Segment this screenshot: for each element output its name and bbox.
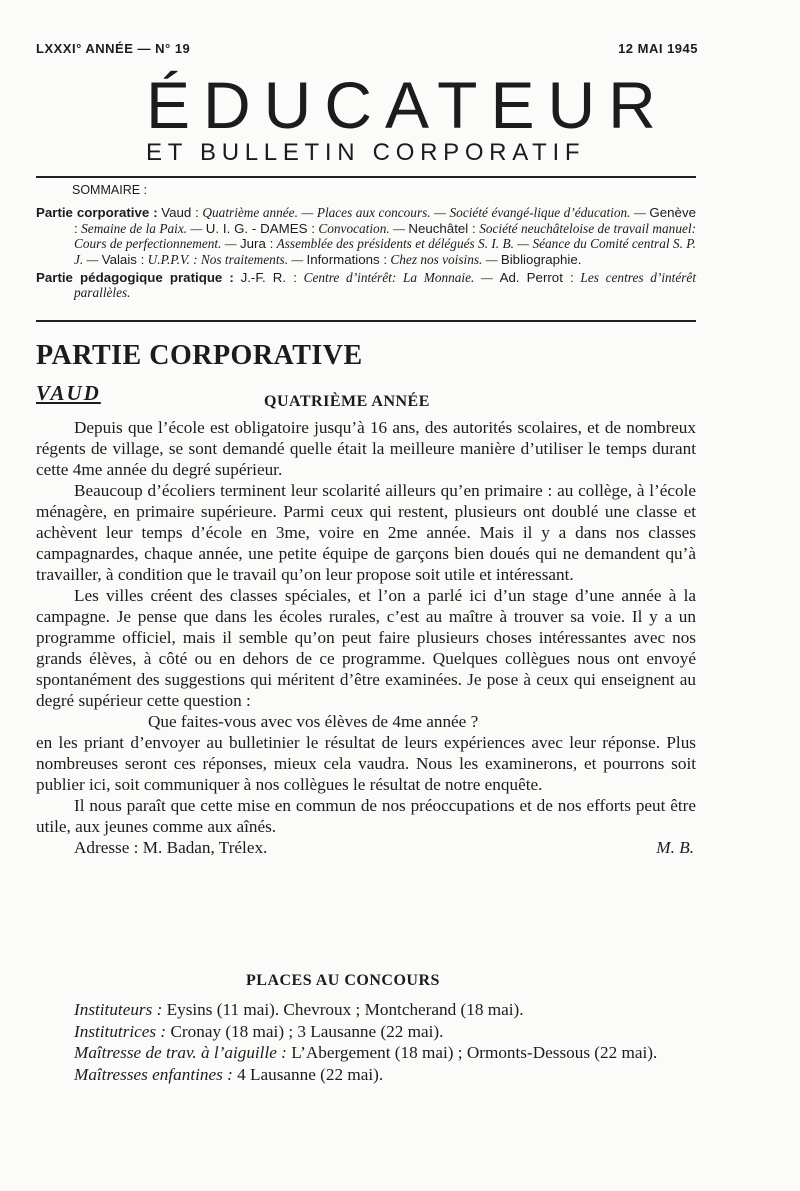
sommaire-corporative [36, 205, 696, 267]
signature: M. B. [656, 838, 694, 857]
pc-label: Partie corporative : [36, 205, 158, 221]
item-label: Instituteurs : [74, 1000, 163, 1019]
valais-label: Valais : [101, 251, 145, 267]
item-text: 4 Lausanne (22 mai). [237, 1064, 384, 1084]
article-paragraph: Les villes créent des classes spéciales, et l’on a parlé ici d’un stage d’une année à la campagne. Je pense que dans les écoles rurales, c’est au maître à trouver sa voie. Il y a un programme officiel, mais il semble qu’on peut faire plusieurs choses intéressantes avec nos grands élèves, à côté ou en dehors de ce programme. Quelques collègues nous ont envoyé spontanément des suggestions qui méritent d’être examinées. Je pose à ceux qui enseignent au degré supérieur cette question : [36, 586, 696, 710]
bibliographie-label: Bibliographie. [500, 251, 582, 267]
perrot-label: Ad. Perrot : [499, 270, 574, 286]
uig-text: Convocation. — [318, 220, 405, 236]
concours-list [36, 999, 696, 1085]
article-paragraph: en les priant d’envoyer au bulletinier le résultat de leurs expériences avec leur réponse. Plus nombreuses seront ces réponses, mieux cela vaudra. Nous les examinerons, et pourrons soit publier ici, soit communiquer à nos collègues le résultat de notre enquête. [36, 733, 696, 794]
table-of-contents [36, 183, 696, 301]
informations-text: Chez nos voisins. — [390, 251, 498, 267]
top-rule [36, 176, 696, 178]
neuchatel-text: Société neuchâteloise de travail manuel: Cours de perfectionnement. — [74, 220, 697, 252]
section-title: PARTIE CORPORATIVE [36, 340, 363, 371]
pp-label: Partie pédagogique pratique : [36, 270, 234, 286]
item-text: Eysins (11 mai). Chevroux ; Montcherand (18 mai). [166, 1000, 524, 1019]
mid-rule [36, 320, 696, 322]
neuchatel-label: Neuchâtel : [408, 220, 476, 236]
sommaire-label: SOMMAIRE : [72, 183, 148, 197]
article-paragraph: Beaucoup d’écoliers terminent leur scolarité ailleurs qu’en primaire : au collège, à l’école ménagère, en primaire supérieure. Parmi ceux qui restent, plusieurs ont doublé une classe et achèvent leur temps d’école en 3me, voire en 2me année. Mais il y a dans nos classes campagnardes, chaque année, une petite équipe de garçons bien doués qui ne demandent qu’à travailler, à condition que le travail qu’on leur propose soit utile et intéressant. [36, 481, 696, 584]
jfr-label: J.-F. R. : [240, 270, 297, 286]
item-label: Maîtresse de trav. à l’aiguille : [74, 1043, 287, 1062]
item-text: L’Abergement (18 mai) ; Ormonts-Dessous (22 mai). [291, 1043, 658, 1062]
informations-label: Informations : [306, 251, 388, 267]
region-heading: VAUD [36, 381, 101, 405]
list-item [36, 999, 696, 1021]
item-label: Maîtresses enfantines : [74, 1064, 233, 1084]
item-label: Institutrices : [74, 1021, 167, 1041]
list-item [36, 1021, 696, 1043]
uig-label: U. I. G. - DAMES : [205, 220, 315, 236]
address: Adresse : M. Badan, Trélex. [74, 838, 268, 857]
article-title: QUATRIÈME ANNÉE [264, 393, 430, 410]
perrot-text: Les centres d’intérêt parallèles. [74, 270, 697, 301]
masthead-title: ÉDUCATEUR [146, 68, 669, 142]
geneve-label: Genève : [74, 205, 696, 236]
article-paragraph: Depuis que l’école est obligatoire jusqu’à 16 ans, des autorités scolaires, et de nombreux régents de village, se sont demandé quelle était la meilleure manière d’utiliser le temps durant cette 4me année du degré supérieur. [36, 418, 696, 479]
masthead-subtitle: ET BULLETIN CORPORATIF [146, 139, 586, 166]
vaud-text: Quatrième année. — Places aux concours. — Société évangé-lique d’éducation. — [202, 205, 646, 221]
geneve-text: Semaine de la Paix. — [81, 220, 203, 236]
issue-number: LXXXI° ANNÉE — N° 19 [36, 41, 191, 56]
article-paragraph: Il nous paraît que cette mise en commun de nos préoccupations et de nos efforts peut être utile, aux jeunes comme aux aînés. [36, 796, 696, 836]
jura-text: Assemblée des présidents et délégués S. I. B. — Séance du Comité central S. P. J. — [74, 236, 696, 267]
concours-title: PLACES AU CONCOURS [246, 972, 440, 989]
article-question: Que faites-vous avec vos élèves de 4me année ? [148, 712, 479, 731]
list-item [36, 1064, 696, 1086]
sommaire-pedagogique [36, 270, 696, 301]
jura-label: Jura : [239, 236, 274, 252]
list-item [36, 1042, 696, 1064]
article-body [36, 417, 696, 858]
article-signoff [36, 837, 696, 858]
vaud-label: Vaud : [161, 205, 199, 221]
item-text: Cronay (18 mai) ; 3 Lausanne (22 mai). [170, 1021, 444, 1041]
issue-date: 12 MAI 1945 [618, 41, 698, 56]
valais-text: U.P.P.V. : Nos traitements. — [147, 251, 304, 267]
jfr-text: Centre d’intérêt: La Monnaie. — [303, 270, 493, 286]
